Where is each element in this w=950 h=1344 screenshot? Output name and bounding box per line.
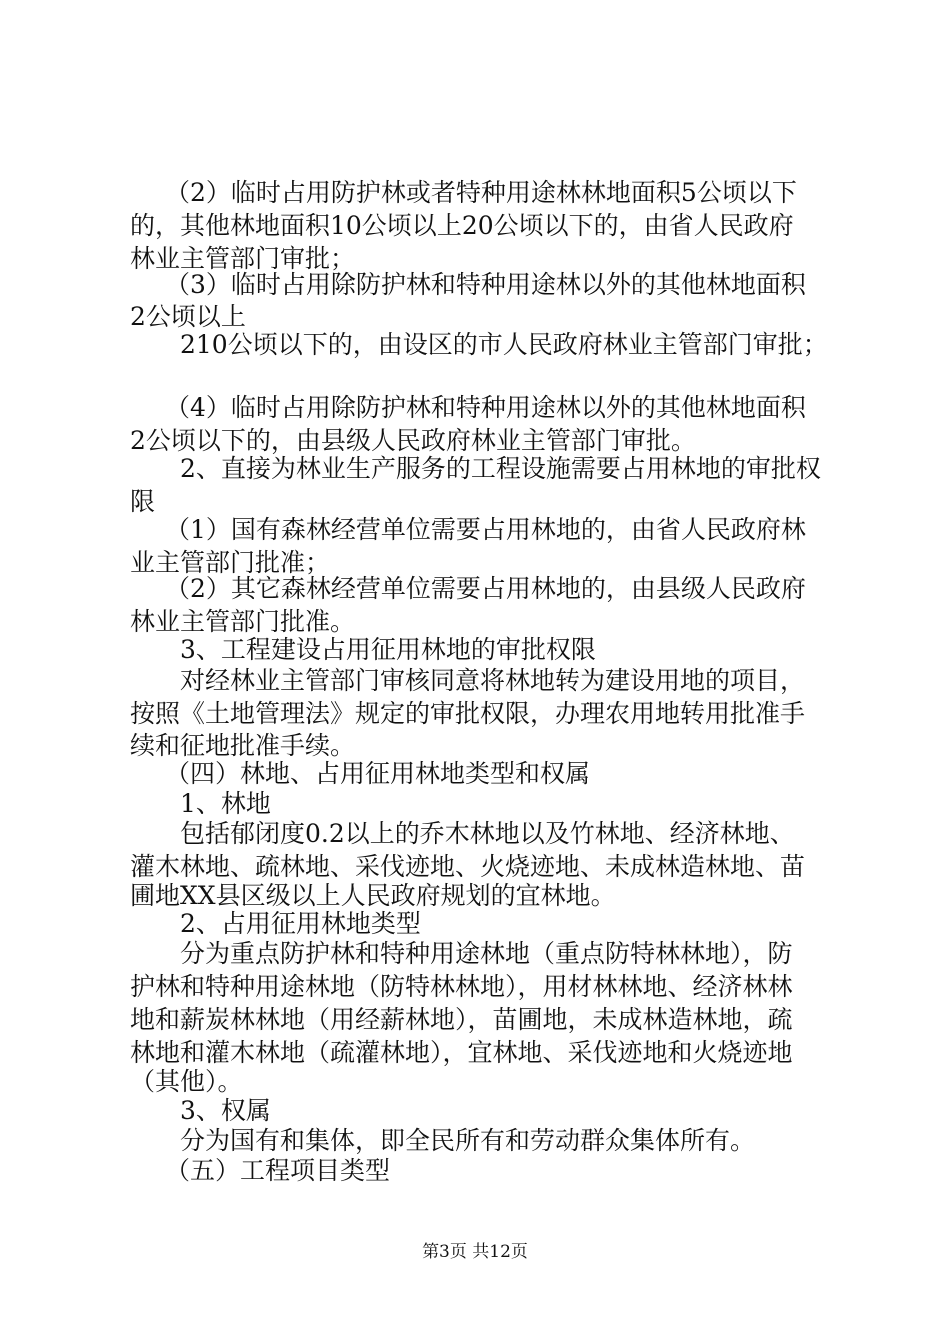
- text-line: 2、占用征用林地类型: [180, 909, 421, 938]
- text-line: 林地和灌木林地（疏灌林地），宜林地、采伐迹地和火烧迹地: [130, 1038, 793, 1067]
- text-line: 对经林业主管部门审核同意将林地转为建设用地的项目，: [180, 666, 806, 695]
- text-line: 1、林地: [180, 789, 271, 818]
- text-line: 地和薪炭林林地（用经薪林地），苗圃地，未成林造林地，疏: [130, 1005, 793, 1034]
- text-line: （2）其它森林经营单位需要占用林地的，由县级人民政府: [165, 574, 806, 603]
- text-line: 按照《土地管理法》规定的审批权限，办理农用地转用批准手: [130, 699, 806, 728]
- text-line: 林业主管部门审批；: [130, 244, 356, 273]
- text-line: （2）临时占用防护林或者特种用途林林地面积5公顷以下: [165, 178, 797, 207]
- text-line: 3、权属: [180, 1096, 271, 1125]
- text-line: 2公顷以下的，由县级人民政府林业主管部门审批。: [130, 426, 696, 455]
- text-line: （四）林地、占用征用林地类型和权属: [165, 759, 591, 788]
- text-line: （4）临时占用除防护林和特种用途林以外的其他林地面积: [165, 393, 806, 422]
- page-number-footer: 第3页 共12页: [422, 1242, 528, 1262]
- text-line: 分为国有和集体，即全民所有和劳动群众集体所有。: [180, 1126, 756, 1155]
- text-line: 的，其他林地面积10公顷以上20公顷以下的，由省人民政府: [130, 211, 794, 240]
- text-line: （其他）。: [130, 1067, 243, 1096]
- text-line: （1）国有森林经营单位需要占用林地的，由省人民政府林: [165, 515, 806, 544]
- text-line: 林业主管部门批准。: [130, 607, 356, 636]
- text-line: 2、直接为林业生产服务的工程设施需要占用林地的审批权: [180, 454, 821, 483]
- text-line: （五）工程项目类型: [165, 1156, 391, 1185]
- text-line: 业主管部门批准；: [130, 548, 331, 577]
- text-line: 护林和特种用途林地（防特林林地），用材林林地、经济林林: [130, 972, 793, 1001]
- text-line: 包括郁闭度0.2以上的乔木林地以及竹林地、经济林地、: [180, 819, 795, 848]
- text-line: 210公顷以下的，由设区的市人民政府林业主管部门审批；: [180, 330, 828, 359]
- text-line: 3、工程建设占用征用林地的审批权限: [180, 635, 596, 664]
- text-line: 分为重点防护林和特种用途林地（重点防特林林地），防: [180, 939, 793, 968]
- text-line: 2公顷以上: [130, 302, 246, 331]
- text-line: 续和征地批准手续。: [130, 731, 356, 760]
- text-line: 圃地XX县区级以上人民政府规划的宜林地。: [130, 881, 616, 910]
- text-line: 限: [130, 487, 156, 516]
- text-line: 灌木林地、疏林地、采伐迹地、火烧迹地、未成林造林地、苗: [130, 852, 806, 881]
- text-line: （3）临时占用除防护林和特种用途林以外的其他林地面积: [165, 270, 806, 299]
